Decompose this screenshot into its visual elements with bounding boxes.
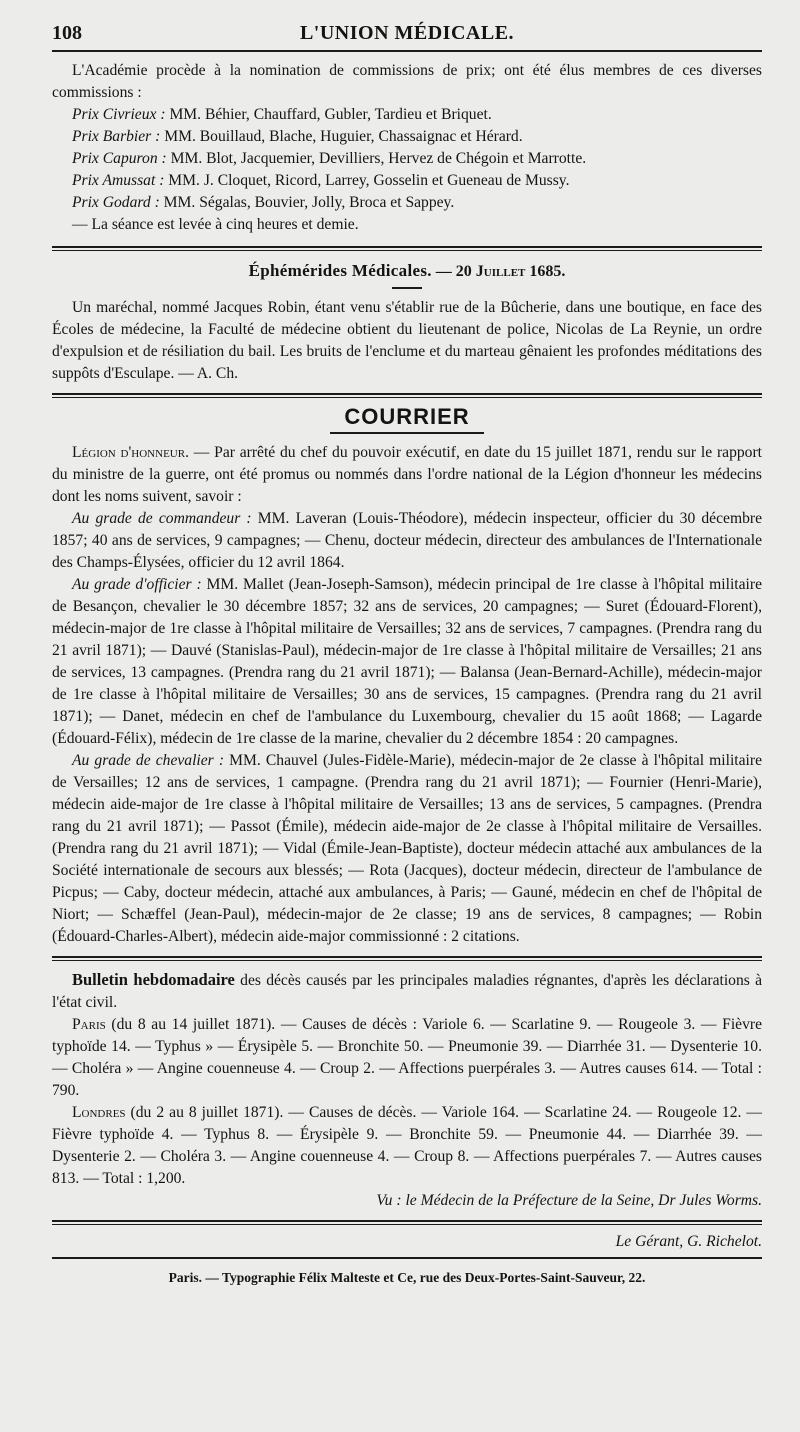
prize-members: MM. Bouillaud, Blache, Huguier, Chassaignac et Hérard. xyxy=(160,128,523,145)
prize-members: MM. Ségalas, Bouvier, Jolly, Broca et Sappey. xyxy=(159,194,455,211)
commandeur-text: MM. Laveran (Louis-Théodore), médecin inspecteur, officier du 30 décembre 1857; 40 ans de services, 9 campagnes; — Chenu, docteur médecin, directeur des ambulances de l'Internationale des Champs-Élysées, officier du 12 avril 1864. xyxy=(52,510,762,571)
officier-label: Au grade d'officier : xyxy=(72,576,202,593)
running-title: L'UNION MÉDICALE. xyxy=(299,22,515,44)
prize-line xyxy=(52,126,762,148)
courrier-title: COURRIER xyxy=(330,404,483,434)
prize-line xyxy=(52,192,762,214)
chevalier-text: MM. Chauvel (Jules-Fidèle-Marie), médecin-major de 2e classe à l'hôpital militaire de Versailles; 12 ans de services, 1 campagne. (Prendra rang du 21 avril 1871); — Fournier (Henri-Marie), médecin aide-major de 1re classe à l'hôpital militaire de Versailles; 13 ans de services, 5 campagnes. (Prendra rang du 21 avril 1871); — Passot (Émile), médecin aide-major de 2e classe à l'hôpital militaire de Versailles. (Prendra rang du 21 avril 1871); — Vidal (Émile-Jean-Baptiste), docteur médecin attaché aux ambulances de la Société internationale de secours aux blessés; — Rota (Jacques), docteur médecin, directeur de l'ambulance de Picpus; — Caby, docteur médecin, attaché aux ambulances, à Paris; — Gauné, médecin en chef de l'hôpital de Niort; — Schæffel (Jean-Paul), médecin-major de 2e classe; 19 ans de services, 8 campagnes; — Robin (Édouard-Charles-Albert), médecin aide-major commissionné : 2 citations. xyxy=(52,752,762,945)
ephemerides-date: — 20 Juillet 1685. xyxy=(431,263,566,280)
officier-paragraph xyxy=(52,574,762,750)
ephemerides-title: Éphémérides Médicales. xyxy=(248,261,432,280)
prize-line xyxy=(52,170,762,192)
prize-name: Prix Civrieux : xyxy=(72,106,166,123)
section-divider xyxy=(52,1220,762,1225)
paris-paragraph xyxy=(52,1014,762,1102)
legion-heading: Légion d'honneur. xyxy=(72,444,189,461)
ephemerides-heading xyxy=(52,261,762,281)
header-rule xyxy=(52,50,762,52)
officier-text: MM. Mallet (Jean-Joseph-Samson), médecin principal de 1re classe à l'hôpital militaire de Besançon, chevalier le 30 décembre 1857; 32 ans de services, 20 campagnes; — Suret (Édouard-Florent), médecin-major de 1re classe à l'hôpital militaire de Versailles; 32 ans de services, 7 campagnes. (Prendra rang du 21 avril 1871); — Dauvé (Stanislas-Paul), médecin-major de 1re classe à l'hôpital militaire de Versailles; 21 ans de services, 13 campagnes. (Prendra rang du 21 avril 1871); — Balansa (Jean-Bernard-Achille), médecin-major de 1re classe à l'hôpital militaire de Versailles; 30 ans de services, 15 campagnes. (Prendra rang du 21 avril 1871); — Danet, médecin en chef de l'ambulance du Luxembourg, chevalier du 15 août 1868; — Lagarde (Édouard-Félix), médecin de 1re classe de la marine, chevalier du 2 décembre 1854 : 20 campagnes. xyxy=(52,576,762,747)
paris-text: (du 8 au 14 juillet 1871). — Causes de décès : Variole 6. — Scarlatine 9. — Rougeole 3. — Fièvre typhoïde 14. — Typhus » — Érysipèle 5. — Bronchite 50. — Pneumonie 39. — Diarrhée 31. — Dysenterie 10. — Choléra » — Angine couenneuse 4. — Croup 2. — Affections puerpérales 3. — Autres causes 614. — Total : 790. xyxy=(52,1016,762,1099)
courrier-heading xyxy=(52,404,762,434)
legion-paragraph xyxy=(52,442,762,508)
londres-city: Londres xyxy=(72,1104,126,1121)
academie-section xyxy=(52,60,762,236)
londres-paragraph xyxy=(52,1102,762,1190)
prize-line xyxy=(52,104,762,126)
paris-city: Paris xyxy=(72,1016,106,1033)
section-divider xyxy=(52,393,762,398)
page-number: 108 xyxy=(52,22,82,44)
legion-text: — Par arrêté du chef du pouvoir exécutif, en date du 15 juillet 1871, rendu sur le rapport du ministre de la guerre, ont été promus ou nommés dans l'ordre national de la Légion d'honneur les médecins dont les noms suivent, savoir : xyxy=(52,444,762,505)
prize-members: MM. Béhier, Chauffard, Gubler, Tardieu et Briquet. xyxy=(165,106,492,123)
gerant-signature: Le Gérant, G. Richelot. xyxy=(615,1233,762,1250)
bulletin-intro xyxy=(52,969,762,1014)
section-divider xyxy=(52,956,762,961)
prize-name: Prix Barbier : xyxy=(72,128,161,145)
prize-line xyxy=(52,148,762,170)
chevalier-label: Au grade de chevalier : xyxy=(72,752,225,769)
ephemerides-text: Un maréchal, nommé Jacques Robin, étant venu s'établir rue de la Bûcherie, dans une boutique, en face des Écoles de médecine, la Faculté de médecine obtient du lieutenant de police, Nicolas de La Reynie, un ordre d'expulsion et de résiliation du bail. Les bruits de l'enclume et du marteau gênaient les profondes méditations des suppôts d'Esculape. — A. Ch. xyxy=(52,299,762,382)
prize-name: Prix Godard : xyxy=(72,194,160,211)
bulletin-intro-text: des décès causés par les principales maladies régnantes, d'après les déclarations à l'état civil. xyxy=(52,972,762,1011)
section-divider xyxy=(52,246,762,251)
short-divider xyxy=(392,287,422,289)
prize-name: Prix Amussat : xyxy=(72,172,165,189)
prize-members: MM. J. Cloquet, Ricord, Larrey, Gosselin et Gueneau de Mussy. xyxy=(164,172,570,189)
bulletin-section xyxy=(52,969,762,1212)
prize-members: MM. Blot, Jacquemier, Devilliers, Hervez de Chégoin et Marrotte. xyxy=(166,150,587,167)
londres-text: (du 2 au 8 juillet 1871). — Causes de décès. — Variole 164. — Scarlatine 24. — Rougeole 12. — Fièvre typhoïde 4. — Typhus 8. — Érysipèle 9. — Bronchite 59. — Pneumonie 44. — Diarrhée 39. — Dysenterie 2. — Choléra 3. — Angine couenneuse 4. — Croup 8. — Affections puerpérales 7. — Autres causes 813. — Total : 1,200. xyxy=(52,1104,762,1187)
prize-name: Prix Capuron : xyxy=(72,150,167,167)
page-header xyxy=(52,18,762,48)
commandeur-label: Au grade de commandeur : xyxy=(72,510,252,527)
seance-closing: — La séance est levée à cinq heures et demie. xyxy=(72,216,359,233)
academie-intro: L'Académie procède à la nomination de commissions de prix; ont été élus membres de ces diverses commissions : xyxy=(52,62,762,101)
commandeur-paragraph xyxy=(52,508,762,574)
chevalier-paragraph xyxy=(52,750,762,948)
printer-footer: Paris. — Typographie Félix Malteste et Ce, rue des Deux-Portes-Saint-Sauveur, 22. xyxy=(168,1270,646,1285)
footer-rule xyxy=(52,1257,762,1259)
bulletin-title: Bulletin hebdomadaire xyxy=(72,970,235,989)
vu-signature: Vu : le Médecin de la Préfecture de la Seine, Dr Jules Worms. xyxy=(376,1192,762,1209)
